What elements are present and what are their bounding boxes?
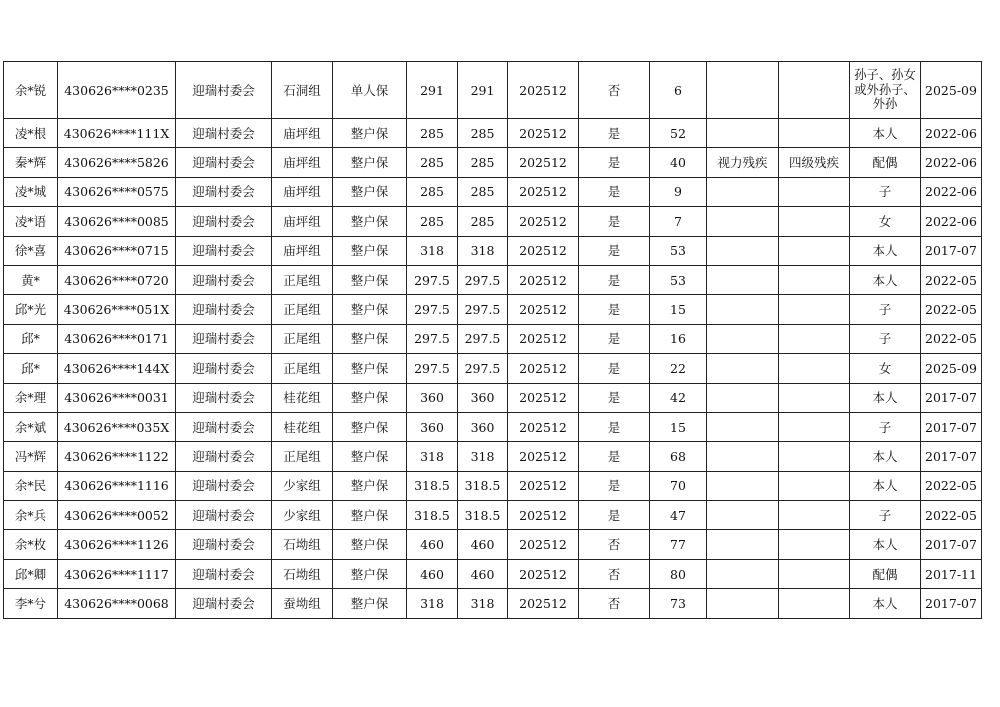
name-cell: 余*理	[4, 383, 58, 412]
month-cell: 202512	[508, 295, 579, 324]
month-cell: 202512	[508, 324, 579, 353]
amount-cell: 318	[407, 236, 458, 265]
table-row	[4, 559, 982, 588]
beneficiary-table	[3, 61, 982, 619]
age-cell: 22	[650, 354, 707, 383]
group-cell: 正尾组	[272, 324, 333, 353]
group-cell: 少家组	[272, 501, 333, 530]
disability-level-cell	[779, 295, 850, 324]
village-cell: 迎瑞村委会	[176, 559, 272, 588]
disability-type-cell	[707, 62, 779, 119]
name-cell: 黄*	[4, 265, 58, 294]
paid-amount-cell: 297.5	[458, 295, 508, 324]
disability-level-cell	[779, 265, 850, 294]
flag-cell: 是	[579, 324, 650, 353]
amount-cell: 318	[407, 589, 458, 618]
village-cell: 迎瑞村委会	[176, 471, 272, 500]
age-cell: 52	[650, 119, 707, 148]
disability-type-cell	[707, 119, 779, 148]
group-cell: 桂花组	[272, 383, 333, 412]
table-row	[4, 501, 982, 530]
start-date-cell: 2025-09	[921, 62, 982, 119]
disability-level-cell	[779, 177, 850, 206]
start-date-cell: 2022-05	[921, 471, 982, 500]
paid-amount-cell: 318.5	[458, 471, 508, 500]
table-row	[4, 265, 982, 294]
relation-cell: 子	[850, 501, 921, 530]
start-date-cell: 2017-07	[921, 589, 982, 618]
month-cell: 202512	[508, 530, 579, 559]
table-row	[4, 354, 982, 383]
village-cell: 迎瑞村委会	[176, 589, 272, 618]
relation-cell: 本人	[850, 530, 921, 559]
month-cell: 202512	[508, 62, 579, 119]
month-cell: 202512	[508, 148, 579, 177]
amount-cell: 285	[407, 207, 458, 236]
relation-cell: 配偶	[850, 148, 921, 177]
paid-amount-cell: 297.5	[458, 324, 508, 353]
group-cell: 少家组	[272, 471, 333, 500]
age-cell: 7	[650, 207, 707, 236]
disability-level-cell: 四级残疾	[779, 148, 850, 177]
age-cell: 73	[650, 589, 707, 618]
start-date-cell: 2022-05	[921, 324, 982, 353]
age-cell: 9	[650, 177, 707, 206]
village-cell: 迎瑞村委会	[176, 62, 272, 119]
month-cell: 202512	[508, 177, 579, 206]
name-cell: 凌*根	[4, 119, 58, 148]
paid-amount-cell: 285	[458, 177, 508, 206]
amount-cell: 460	[407, 530, 458, 559]
flag-cell: 是	[579, 442, 650, 471]
month-cell: 202512	[508, 207, 579, 236]
table-row	[4, 236, 982, 265]
disability-level-cell	[779, 383, 850, 412]
table-row	[4, 207, 982, 236]
guarantee-type-cell: 整户保	[333, 589, 407, 618]
group-cell: 正尾组	[272, 295, 333, 324]
id-number-cell: 430626****1126	[58, 530, 176, 559]
guarantee-type-cell: 整户保	[333, 265, 407, 294]
id-number-cell: 430626****111X	[58, 119, 176, 148]
amount-cell: 318.5	[407, 471, 458, 500]
group-cell: 石坳组	[272, 559, 333, 588]
paid-amount-cell: 285	[458, 207, 508, 236]
relation-cell: 本人	[850, 471, 921, 500]
relation-cell: 子	[850, 295, 921, 324]
name-cell: 余*兵	[4, 501, 58, 530]
name-cell: 邱*	[4, 324, 58, 353]
age-cell: 15	[650, 412, 707, 441]
age-cell: 70	[650, 471, 707, 500]
paid-amount-cell: 360	[458, 412, 508, 441]
paid-amount-cell: 318	[458, 589, 508, 618]
name-cell: 余*民	[4, 471, 58, 500]
flag-cell: 否	[579, 589, 650, 618]
guarantee-type-cell: 整户保	[333, 559, 407, 588]
disability-type-cell	[707, 354, 779, 383]
start-date-cell: 2017-07	[921, 442, 982, 471]
month-cell: 202512	[508, 236, 579, 265]
paid-amount-cell: 318.5	[458, 501, 508, 530]
paid-amount-cell: 297.5	[458, 265, 508, 294]
flag-cell: 是	[579, 265, 650, 294]
village-cell: 迎瑞村委会	[176, 295, 272, 324]
relation-cell: 本人	[850, 119, 921, 148]
guarantee-type-cell: 整户保	[333, 354, 407, 383]
disability-type-cell	[707, 501, 779, 530]
table-row	[4, 530, 982, 559]
group-cell: 石洞组	[272, 62, 333, 119]
flag-cell: 否	[579, 62, 650, 119]
id-number-cell: 430626****0031	[58, 383, 176, 412]
flag-cell: 是	[579, 148, 650, 177]
id-number-cell: 430626****035X	[58, 412, 176, 441]
disability-level-cell	[779, 354, 850, 383]
age-cell: 80	[650, 559, 707, 588]
paid-amount-cell: 318	[458, 442, 508, 471]
group-cell: 正尾组	[272, 354, 333, 383]
table-row	[4, 148, 982, 177]
table-body	[4, 62, 982, 619]
group-cell: 庙坪组	[272, 148, 333, 177]
disability-type-cell	[707, 412, 779, 441]
id-number-cell: 430626****144X	[58, 354, 176, 383]
disability-type-cell	[707, 530, 779, 559]
start-date-cell: 2022-05	[921, 265, 982, 294]
name-cell: 冯*辉	[4, 442, 58, 471]
guarantee-type-cell: 整户保	[333, 119, 407, 148]
id-number-cell: 430626****0235	[58, 62, 176, 119]
table-row	[4, 324, 982, 353]
name-cell: 余*锐	[4, 62, 58, 119]
paid-amount-cell: 460	[458, 530, 508, 559]
village-cell: 迎瑞村委会	[176, 148, 272, 177]
month-cell: 202512	[508, 412, 579, 441]
relation-cell: 本人	[850, 236, 921, 265]
start-date-cell: 2022-05	[921, 295, 982, 324]
guarantee-type-cell: 整户保	[333, 501, 407, 530]
disability-type-cell	[707, 177, 779, 206]
start-date-cell: 2017-07	[921, 383, 982, 412]
flag-cell: 是	[579, 354, 650, 383]
month-cell: 202512	[508, 559, 579, 588]
flag-cell: 是	[579, 119, 650, 148]
start-date-cell: 2017-11	[921, 559, 982, 588]
table-row	[4, 383, 982, 412]
disability-type-cell	[707, 559, 779, 588]
relation-cell: 子	[850, 177, 921, 206]
group-cell: 庙坪组	[272, 207, 333, 236]
disability-level-cell	[779, 530, 850, 559]
guarantee-type-cell: 整户保	[333, 383, 407, 412]
age-cell: 42	[650, 383, 707, 412]
amount-cell: 318	[407, 442, 458, 471]
village-cell: 迎瑞村委会	[176, 412, 272, 441]
table-row	[4, 177, 982, 206]
flag-cell: 是	[579, 383, 650, 412]
disability-type-cell	[707, 207, 779, 236]
guarantee-type-cell: 整户保	[333, 236, 407, 265]
village-cell: 迎瑞村委会	[176, 236, 272, 265]
table-row	[4, 442, 982, 471]
month-cell: 202512	[508, 354, 579, 383]
month-cell: 202512	[508, 471, 579, 500]
guarantee-type-cell: 整户保	[333, 442, 407, 471]
amount-cell: 285	[407, 148, 458, 177]
month-cell: 202512	[508, 383, 579, 412]
table-row	[4, 471, 982, 500]
guarantee-type-cell: 整户保	[333, 207, 407, 236]
id-number-cell: 430626****1117	[58, 559, 176, 588]
relation-cell: 配偶	[850, 559, 921, 588]
relation-cell: 本人	[850, 265, 921, 294]
disability-type-cell	[707, 295, 779, 324]
start-date-cell: 2017-07	[921, 530, 982, 559]
start-date-cell: 2017-07	[921, 236, 982, 265]
id-number-cell: 430626****0085	[58, 207, 176, 236]
age-cell: 47	[650, 501, 707, 530]
relation-cell: 本人	[850, 589, 921, 618]
start-date-cell: 2017-07	[921, 412, 982, 441]
name-cell: 邱*光	[4, 295, 58, 324]
month-cell: 202512	[508, 265, 579, 294]
disability-level-cell	[779, 559, 850, 588]
relation-cell: 女	[850, 354, 921, 383]
disability-level-cell	[779, 501, 850, 530]
name-cell: 秦*辉	[4, 148, 58, 177]
month-cell: 202512	[508, 501, 579, 530]
disability-level-cell	[779, 412, 850, 441]
id-number-cell: 430626****051X	[58, 295, 176, 324]
guarantee-type-cell: 整户保	[333, 530, 407, 559]
flag-cell: 是	[579, 471, 650, 500]
amount-cell: 291	[407, 62, 458, 119]
disability-type-cell	[707, 324, 779, 353]
start-date-cell: 2022-06	[921, 207, 982, 236]
amount-cell: 285	[407, 119, 458, 148]
name-cell: 凌*语	[4, 207, 58, 236]
age-cell: 68	[650, 442, 707, 471]
paid-amount-cell: 360	[458, 383, 508, 412]
village-cell: 迎瑞村委会	[176, 383, 272, 412]
disability-level-cell	[779, 442, 850, 471]
group-cell: 蚕坳组	[272, 589, 333, 618]
village-cell: 迎瑞村委会	[176, 501, 272, 530]
id-number-cell: 430626****0720	[58, 265, 176, 294]
amount-cell: 297.5	[407, 354, 458, 383]
age-cell: 53	[650, 265, 707, 294]
age-cell: 40	[650, 148, 707, 177]
group-cell: 正尾组	[272, 265, 333, 294]
start-date-cell: 2022-06	[921, 148, 982, 177]
flag-cell: 是	[579, 236, 650, 265]
name-cell: 徐*喜	[4, 236, 58, 265]
month-cell: 202512	[508, 589, 579, 618]
disability-level-cell	[779, 62, 850, 119]
group-cell: 桂花组	[272, 412, 333, 441]
start-date-cell: 2022-06	[921, 119, 982, 148]
age-cell: 77	[650, 530, 707, 559]
guarantee-type-cell: 整户保	[333, 148, 407, 177]
village-cell: 迎瑞村委会	[176, 265, 272, 294]
name-cell: 邱*卿	[4, 559, 58, 588]
amount-cell: 360	[407, 412, 458, 441]
flag-cell: 否	[579, 530, 650, 559]
disability-level-cell	[779, 236, 850, 265]
age-cell: 6	[650, 62, 707, 119]
age-cell: 15	[650, 295, 707, 324]
disability-type-cell	[707, 589, 779, 618]
group-cell: 正尾组	[272, 442, 333, 471]
guarantee-type-cell: 整户保	[333, 412, 407, 441]
relation-cell: 本人	[850, 442, 921, 471]
disability-type-cell	[707, 383, 779, 412]
village-cell: 迎瑞村委会	[176, 354, 272, 383]
flag-cell: 是	[579, 295, 650, 324]
amount-cell: 285	[407, 177, 458, 206]
paid-amount-cell: 318	[458, 236, 508, 265]
disability-type-cell	[707, 236, 779, 265]
paid-amount-cell: 285	[458, 119, 508, 148]
group-cell: 庙坪组	[272, 236, 333, 265]
flag-cell: 是	[579, 412, 650, 441]
group-cell: 庙坪组	[272, 119, 333, 148]
relation-cell: 子	[850, 412, 921, 441]
disability-level-cell	[779, 589, 850, 618]
table-row	[4, 62, 982, 119]
guarantee-type-cell: 整户保	[333, 471, 407, 500]
start-date-cell: 2025-09	[921, 354, 982, 383]
id-number-cell: 430626****0171	[58, 324, 176, 353]
village-cell: 迎瑞村委会	[176, 119, 272, 148]
id-number-cell: 430626****0052	[58, 501, 176, 530]
name-cell: 凌*城	[4, 177, 58, 206]
name-cell: 余*枚	[4, 530, 58, 559]
paid-amount-cell: 297.5	[458, 354, 508, 383]
id-number-cell: 430626****1116	[58, 471, 176, 500]
relation-cell: 子	[850, 324, 921, 353]
amount-cell: 297.5	[407, 324, 458, 353]
start-date-cell: 2022-05	[921, 501, 982, 530]
amount-cell: 360	[407, 383, 458, 412]
guarantee-type-cell: 整户保	[333, 324, 407, 353]
name-cell: 邱*	[4, 354, 58, 383]
disability-level-cell	[779, 207, 850, 236]
disability-type-cell: 视力残疾	[707, 148, 779, 177]
disability-level-cell	[779, 471, 850, 500]
id-number-cell: 430626****0575	[58, 177, 176, 206]
guarantee-type-cell: 整户保	[333, 177, 407, 206]
flag-cell: 是	[579, 207, 650, 236]
name-cell: 余*斌	[4, 412, 58, 441]
id-number-cell: 430626****0068	[58, 589, 176, 618]
id-number-cell: 430626****5826	[58, 148, 176, 177]
village-cell: 迎瑞村委会	[176, 324, 272, 353]
table-row	[4, 295, 982, 324]
amount-cell: 460	[407, 559, 458, 588]
name-cell: 李*兮	[4, 589, 58, 618]
disability-type-cell	[707, 442, 779, 471]
paid-amount-cell: 291	[458, 62, 508, 119]
disability-type-cell	[707, 265, 779, 294]
relation-cell: 孙子、孙女或外孙子、外孙	[850, 62, 921, 119]
paid-amount-cell: 285	[458, 148, 508, 177]
village-cell: 迎瑞村委会	[176, 177, 272, 206]
guarantee-type-cell: 整户保	[333, 295, 407, 324]
village-cell: 迎瑞村委会	[176, 207, 272, 236]
group-cell: 庙坪组	[272, 177, 333, 206]
paid-amount-cell: 460	[458, 559, 508, 588]
amount-cell: 318.5	[407, 501, 458, 530]
age-cell: 16	[650, 324, 707, 353]
table-row	[4, 412, 982, 441]
flag-cell: 是	[579, 501, 650, 530]
table-row	[4, 119, 982, 148]
relation-cell: 本人	[850, 383, 921, 412]
village-cell: 迎瑞村委会	[176, 530, 272, 559]
group-cell: 石坳组	[272, 530, 333, 559]
start-date-cell: 2022-06	[921, 177, 982, 206]
age-cell: 53	[650, 236, 707, 265]
month-cell: 202512	[508, 442, 579, 471]
flag-cell: 否	[579, 559, 650, 588]
disability-level-cell	[779, 324, 850, 353]
month-cell: 202512	[508, 119, 579, 148]
id-number-cell: 430626****0715	[58, 236, 176, 265]
amount-cell: 297.5	[407, 265, 458, 294]
table-row	[4, 589, 982, 618]
guarantee-type-cell: 单人保	[333, 62, 407, 119]
flag-cell: 是	[579, 177, 650, 206]
village-cell: 迎瑞村委会	[176, 442, 272, 471]
amount-cell: 297.5	[407, 295, 458, 324]
id-number-cell: 430626****1122	[58, 442, 176, 471]
disability-level-cell	[779, 119, 850, 148]
relation-cell: 女	[850, 207, 921, 236]
disability-type-cell	[707, 471, 779, 500]
